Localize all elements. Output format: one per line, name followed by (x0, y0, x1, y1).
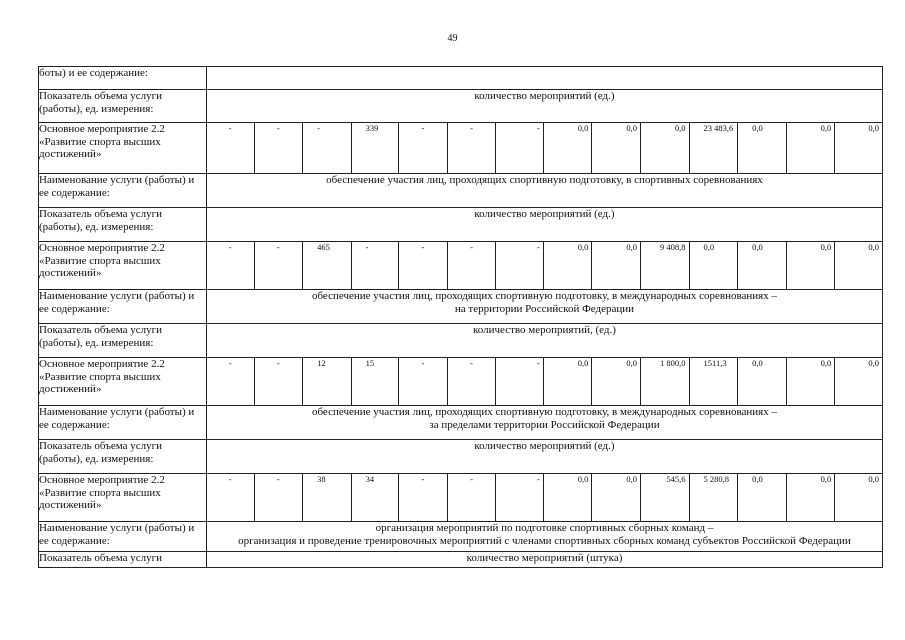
value-cell: - (206, 123, 254, 174)
value-cell: - (447, 123, 496, 174)
row-label: Наименование услуги (работы) и ее содержание: (39, 174, 207, 208)
merged-line: организация мероприятий по подготовке спортивных сборных команд – (375, 522, 714, 534)
merged-cell (206, 406, 882, 440)
values-row (39, 123, 883, 174)
merged-cell (206, 290, 882, 324)
merged-line: организация и проведение тренировочных мероприятий с членами спортивных сборных команд субъектов Российской Федерации (238, 535, 851, 547)
value-cell: 0,0 (738, 474, 787, 522)
merged-row (39, 440, 883, 474)
value-cell: - (496, 242, 544, 290)
value-cell: 0,0 (640, 123, 689, 174)
value-cell: - (303, 123, 352, 174)
row-label: Основное мероприятие 2.2 «Развитие спорта высших достижений» (39, 358, 207, 406)
merged-cell (206, 552, 882, 568)
value-cell: 0,0 (835, 242, 883, 290)
row-label: Основное мероприятие 2.2 «Развитие спорта высших достижений» (39, 123, 207, 174)
row-label: Наименование услуги (работы) и ее содержание: (39, 522, 207, 552)
value-cell: - (351, 242, 399, 290)
merged-line: обеспечение участия лиц, проходящих спортивную подготовку, в спортивных соревнованиях (326, 174, 763, 186)
value-cell: 545,6 (640, 474, 689, 522)
value-cell: - (447, 242, 496, 290)
value-cell: - (206, 358, 254, 406)
value-cell: - (254, 474, 303, 522)
merged-row (39, 174, 883, 208)
value-cell: - (399, 358, 448, 406)
value-cell: 0,0 (738, 123, 787, 174)
merged-cell (206, 90, 882, 123)
value-cell: 15 (351, 358, 399, 406)
value-cell: 465 (303, 242, 352, 290)
value-cell: - (447, 358, 496, 406)
value-cell: - (254, 242, 303, 290)
row-label: Показатель объема услуги (39, 552, 207, 568)
value-cell: 0,0 (592, 242, 641, 290)
value-cell: - (447, 474, 496, 522)
value-cell: - (206, 242, 254, 290)
row-label: Показатель объема услуги (работы), ед. измерения: (39, 324, 207, 358)
merged-line: обеспечение участия лиц, проходящих спортивную подготовку, в международных соревнованиях – (311, 406, 777, 418)
merged-line: количество мероприятий (ед.) (474, 90, 615, 102)
value-cell: 0,0 (786, 123, 835, 174)
values-row (39, 358, 883, 406)
merged-row (39, 406, 883, 440)
value-cell: 0,0 (738, 242, 787, 290)
value-cell: 38 (303, 474, 352, 522)
value-cell: 0,0 (543, 242, 592, 290)
value-cell: - (496, 358, 544, 406)
merged-line: количество мероприятий (ед.) (474, 440, 615, 452)
value-cell: - (496, 123, 544, 174)
value-cell: 0,0 (835, 358, 883, 406)
merged-cell (206, 440, 882, 474)
value-cell: 0,0 (786, 358, 835, 406)
merged-line: количество мероприятий (штука) (466, 552, 623, 564)
merged-cell (206, 324, 882, 358)
value-cell: 0,0 (543, 358, 592, 406)
merged-row (39, 90, 883, 123)
merged-cell (206, 522, 882, 552)
page-number: 49 (447, 33, 458, 44)
merged-row (39, 552, 883, 568)
merged-cell (206, 67, 882, 90)
value-cell: 1 800,0 (640, 358, 689, 406)
value-cell: 0,0 (835, 123, 883, 174)
merged-line: за пределами территории Российской Федерации (429, 419, 660, 431)
value-cell: - (399, 242, 448, 290)
value-cell: 0,0 (738, 358, 787, 406)
row-label: боты) и ее содержание: (39, 67, 207, 90)
merged-row (39, 67, 883, 90)
value-cell: 1511,3 (689, 358, 738, 406)
merged-line: количество мероприятий, (ед.) (473, 324, 616, 336)
value-cell: 0,0 (786, 474, 835, 522)
row-label: Наименование услуги (работы) и ее содержание: (39, 406, 207, 440)
value-cell: 339 (351, 123, 399, 174)
merged-line: на территории Российской Федерации (454, 303, 635, 315)
services-table (38, 66, 883, 568)
value-cell: 0,0 (689, 242, 738, 290)
merged-line: количество мероприятий (ед.) (474, 208, 615, 220)
value-cell: - (399, 123, 448, 174)
values-row (39, 242, 883, 290)
value-cell: 0,0 (592, 123, 641, 174)
value-cell: - (254, 123, 303, 174)
merged-row (39, 290, 883, 324)
values-row (39, 474, 883, 522)
value-cell: 0,0 (592, 358, 641, 406)
merged-row (39, 522, 883, 552)
value-cell: 0,0 (835, 474, 883, 522)
value-cell: 9 408,8 (640, 242, 689, 290)
value-cell: 0,0 (543, 474, 592, 522)
value-cell: 5 280,8 (689, 474, 738, 522)
row-label: Наименование услуги (работы) и ее содержание: (39, 290, 207, 324)
row-label: Показатель объема услуги (работы), ед. измерения: (39, 90, 207, 123)
value-cell: 0,0 (543, 123, 592, 174)
merged-row (39, 208, 883, 242)
value-cell: - (496, 474, 544, 522)
merged-row (39, 324, 883, 358)
value-cell: 12 (303, 358, 352, 406)
value-cell: 34 (351, 474, 399, 522)
merged-cell (206, 174, 882, 208)
row-label: Основное мероприятие 2.2 «Развитие спорта высших достижений» (39, 242, 207, 290)
value-cell: 0,0 (786, 242, 835, 290)
row-label: Показатель объема услуги (работы), ед. измерения: (39, 208, 207, 242)
value-cell: 0,0 (592, 474, 641, 522)
value-cell: - (206, 474, 254, 522)
value-cell: - (399, 474, 448, 522)
value-cell: - (254, 358, 303, 406)
value-cell: 23 483,6 (689, 123, 738, 174)
row-label: Основное мероприятие 2.2 «Развитие спорта высших достижений» (39, 474, 207, 522)
row-label: Показатель объема услуги (работы), ед. измерения: (39, 440, 207, 474)
merged-cell (206, 208, 882, 242)
merged-line: обеспечение участия лиц, проходящих спортивную подготовку, в международных соревнованиях – (311, 290, 777, 302)
